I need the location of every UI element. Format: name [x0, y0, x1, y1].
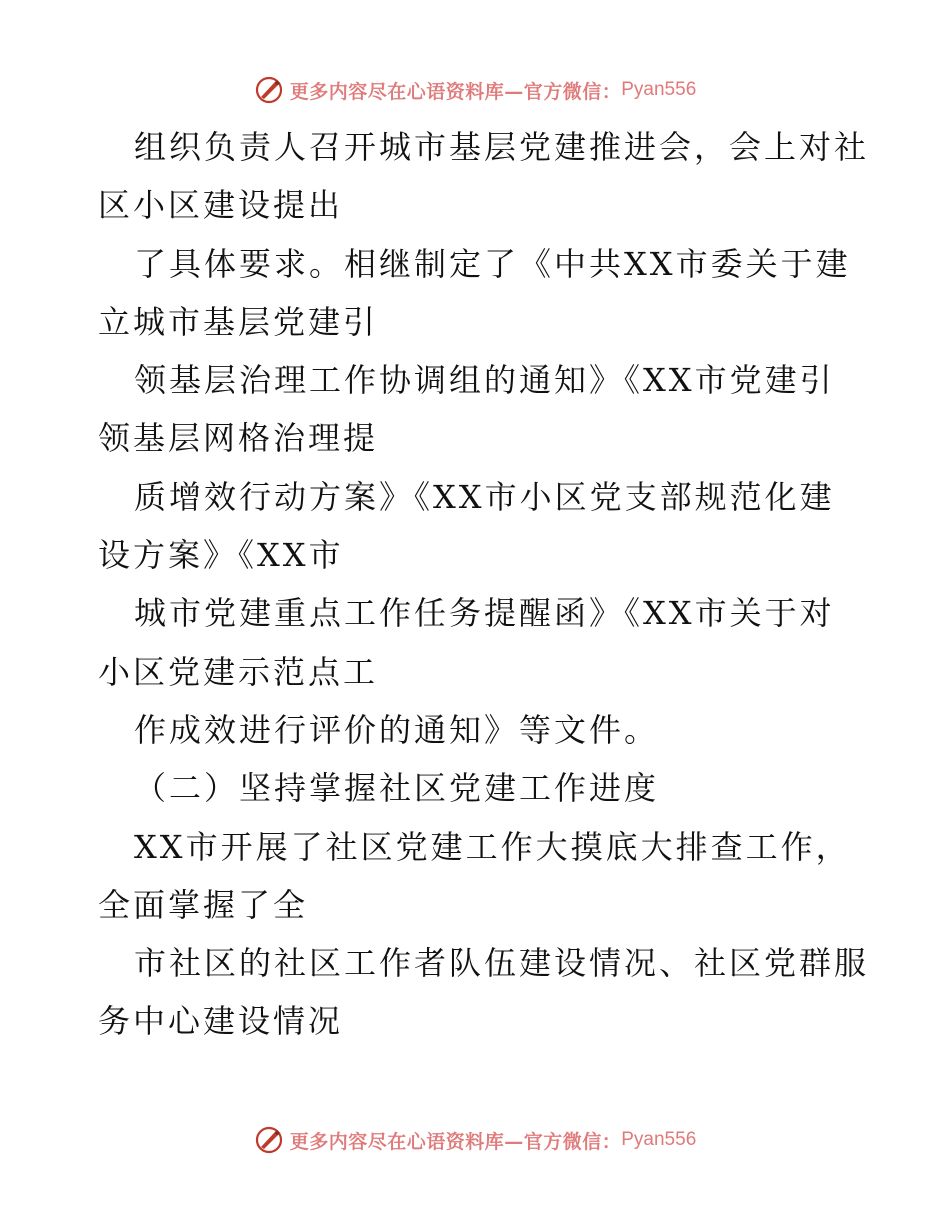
- text-line: 城市党建重点工作任务提醒函》《XX市关于对: [134, 594, 835, 633]
- pen-logo-icon: [254, 1125, 284, 1155]
- text-line: XX市开展了社区党建工作大摸底大排查工作，: [134, 827, 851, 866]
- text-line: 立城市基层党建引: [98, 302, 379, 341]
- text-line: 区小区建设提出: [98, 186, 344, 225]
- watermark-account: Pyan556: [621, 1129, 697, 1150]
- text-line: 作成效进行评价的通知》等文件。: [134, 710, 660, 749]
- text-line: 组织负责人召开城市基层党建推进会，会上对社: [134, 128, 870, 166]
- watermark-account: Pyan556: [621, 79, 697, 100]
- text-line: 设方案》《XX市: [98, 536, 344, 575]
- text-line: 了具体要求。相继制定了《中共XX市委关于建: [134, 244, 851, 283]
- watermark-text: 更多内容尽在心语资料库—官方微信：: [289, 80, 622, 103]
- text-line: 质增效行动方案》《XX市小区党支部规范化建: [134, 477, 835, 516]
- section-heading: （二）坚持掌握社区党建工作进度: [134, 769, 660, 808]
- text-line: 务中心建设情况: [98, 1002, 344, 1041]
- text-line: 领基层治理工作协调组的通知》《XX市党建引: [134, 361, 835, 400]
- text-line: 小区党建示范点工: [98, 652, 379, 691]
- watermark-text: 更多内容尽在心语资料库—官方微信：: [289, 1130, 622, 1153]
- watermark-header: [0, 70, 950, 110]
- text-line: 市社区的社区工作者队伍建设情况、社区党群服: [134, 944, 870, 983]
- text-line: 全面掌握了全: [98, 885, 309, 924]
- text-line: 领基层网格治理提: [98, 419, 379, 458]
- document-body: [98, 118, 878, 1051]
- watermark-footer: [0, 1120, 950, 1160]
- pen-logo-icon: [254, 75, 284, 105]
